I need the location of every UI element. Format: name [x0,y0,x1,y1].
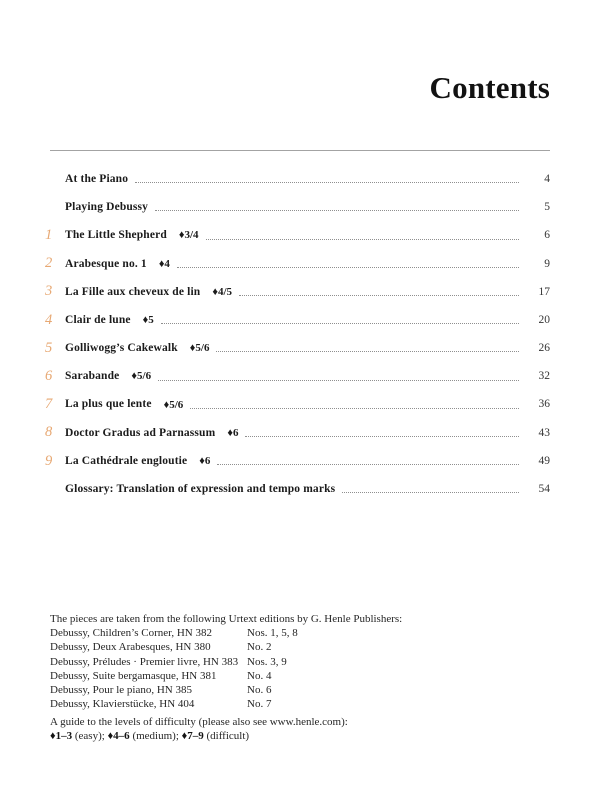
toc-entry [45,333,550,361]
edition-name: Debussy, Pour le piano, HN 385 [50,684,192,697]
page-number: 49 [538,454,550,467]
edition-row [50,640,550,654]
piece-number: 6 [45,368,53,384]
difficulty-marker: ♦4/5 [212,285,233,298]
toc-entry [45,474,550,502]
page-number: 43 [538,426,550,439]
difficulty-marker: ♦5/6 [131,370,152,383]
edition-row [50,655,550,669]
dotted-leader [206,239,519,240]
piece-number: 5 [45,339,53,356]
page-number: 32 [538,370,550,383]
toc-entry [45,164,550,192]
difficulty-range: ♦7–9 [181,730,204,743]
piece-title: The Little Shepherd [65,229,167,242]
difficulty-guide [50,715,550,744]
page-number: 20 [538,313,550,326]
dotted-leader [190,408,519,409]
page-number: 36 [538,398,550,411]
edition-name: Debussy, Préludes · Premier livre, HN 383 [50,655,239,668]
difficulty-marker: ♦5/6 [189,342,210,355]
edition-name: Debussy, Children’s Corner, HN 382 [50,627,212,640]
edition-name: Debussy, Suite bergamasque, HN 381 [50,669,217,682]
difficulty-marker: ♦5 [142,313,154,326]
piece-number: 9 [45,452,53,469]
toc-list [45,164,550,502]
piece-number: 2 [45,255,53,272]
edition-row [50,669,550,683]
dotted-leader [155,210,519,211]
edition-name: Debussy, Klavierstücke, HN 404 [50,698,195,711]
page-number: 5 [544,201,550,214]
edition-row [50,626,550,640]
dotted-leader [135,182,519,183]
difficulty-label: (difficult) [203,730,250,743]
sources-section [50,612,550,711]
difficulty-range: ♦4–6 [107,730,130,743]
edition-numbers: No. 4 [247,669,272,682]
toc-entry [45,220,550,248]
piece-number: 7 [45,396,53,413]
edition-numbers: No. 6 [247,684,272,697]
toc-entry [45,390,550,418]
difficulty-marker: ♦6 [227,426,239,439]
piece-title: Clair de lune [65,313,131,326]
edition-numbers: No. 2 [247,641,272,654]
edition-numbers: Nos. 3, 9 [247,655,287,668]
toc-entry [45,249,550,277]
dotted-leader [342,492,519,493]
piece-title: Glossary: Translation of expression and tempo marks [65,483,336,496]
piece-title: La Fille aux cheveux de lin [65,285,201,298]
divider-rule [50,150,550,151]
difficulty-range: ♦1–3 [50,730,73,743]
edition-row [50,697,550,711]
toc-entry [45,192,550,220]
dotted-leader [216,351,519,352]
sources-intro: The pieces are taken from the following Urtext editions by G. Henle Publishers: [50,613,403,625]
dotted-leader [239,295,519,296]
difficulty-marker: ♦4 [158,257,170,270]
piece-title: Arabesque no. 1 [65,257,147,270]
page-number: 26 [538,342,550,355]
piece-title: Playing Debussy [65,201,149,214]
toc-entry [45,446,550,474]
edition-numbers: Nos. 1, 5, 8 [247,627,298,640]
page-number: 6 [544,229,550,242]
piece-number: 8 [45,424,53,441]
dotted-leader [161,323,519,324]
toc-entry [45,361,550,389]
difficulty-label: (medium); [129,730,182,743]
toc-entry [45,277,550,305]
difficulty-marker: ♦3/4 [178,229,199,242]
page-title: Contents [429,70,550,105]
edition-numbers: No. 7 [247,698,272,711]
editions-table [50,626,550,711]
piece-number: 4 [45,311,53,328]
piece-title: At the Piano [65,172,129,185]
difficulty-label: (easy); [72,730,108,743]
difficulty-guide-intro: A guide to the levels of difficulty (please also see www.henle.com): [50,716,348,728]
edition-name: Debussy, Deux Arabesques, HN 380 [50,641,211,654]
difficulty-marker: ♦6 [199,454,211,467]
piece-title: Sarabande [65,370,120,383]
page-number: 54 [538,483,550,496]
piece-number: 1 [45,227,53,244]
piece-title: Doctor Gradus ad Parnassum [65,426,216,439]
dotted-leader [158,380,519,381]
page-number: 17 [538,285,550,298]
piece-title: La Cathédrale engloutie [65,454,188,467]
page-number: 9 [544,257,550,270]
piece-title: La plus que lente [65,398,152,411]
toc-entry [45,305,550,333]
page-number: 4 [544,172,550,185]
piece-number: 3 [45,283,53,300]
difficulty-marker: ♦5/6 [163,398,184,411]
dotted-leader [177,267,519,268]
edition-row [50,683,550,697]
piece-title: Golliwogg’s Cakewalk [65,342,178,355]
dotted-leader [217,464,519,465]
toc-entry [45,418,550,446]
dotted-leader [245,436,519,437]
difficulty-levels-line [50,729,550,743]
